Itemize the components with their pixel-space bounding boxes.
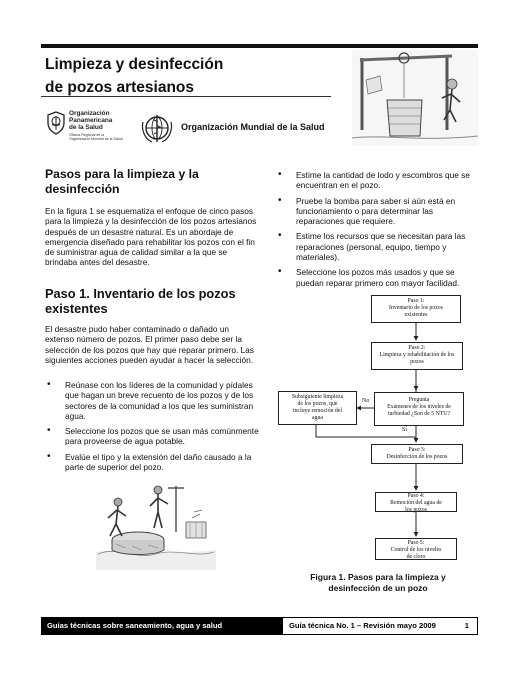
intro-paragraph: En la figura 1 se esquematiza el enfoque de cinco pasos para la limpieza y la desinfección de los pozos artesianos después de un desastre natural. Es un abordaje de emergencia diseñado para rehabilitar los pozos con el fin de suministrar agua de calidad similar a la que se brindaba antes del desastre. (45, 206, 257, 268)
page-number: 1 (464, 621, 469, 630)
flow-no-label: No (362, 398, 370, 404)
flow-side-cleaning: Subsiguiente limpieza de los pozos, que incluye remoción del agua (278, 391, 357, 425)
who-logo-icon (140, 112, 174, 144)
list-item: • Seleccione los pozos más usados y que se puedan reparar primero con mayor facilidad. (276, 267, 478, 288)
flow-step-5: Paso 5: Control de los niveles de cloro (375, 538, 457, 560)
flow-step-4: Paso 4: Remoción del agua de los pozos (375, 492, 457, 512)
flow-step-2: Paso 2: Limpieza y rehabilitación de los pozos (371, 342, 463, 370)
flowchart (276, 294, 476, 564)
right-bullet-list (276, 170, 478, 293)
figure-caption: Figura 1. Pasos para la limpieza y desinfección de un pozo (310, 572, 446, 593)
footer-guide-number: Guía técnica No. 1 – Revisión mayo 2009 (289, 621, 436, 630)
flow-step-1: Paso 1: Inventario de los pozos existentes (371, 295, 461, 323)
well-workers-illustration (96, 482, 216, 570)
footer-guide-info (282, 617, 478, 635)
list-item: • Seleccione los pozos que se usan más comúnmente para proveerse de agua potable. (45, 426, 260, 447)
list-item: • Estime los recursos que se necesitan para las reparaciones (personal, equipo, tiempo y materiales). (276, 231, 478, 262)
title-rule (41, 96, 331, 97)
left-bullet-list (45, 380, 260, 477)
section-heading-step1: Paso 1. Inventario de los pozos existentes (45, 286, 236, 316)
paho-name: Organización Panamericana de la Salud (69, 110, 113, 131)
list-item: • Estime la cantidad de lodo y escombros que se encuentran en el pozo. (276, 170, 478, 191)
list-item: • Evalúe el tipo y la extensión del daño causado a la parte de superior del pozo. (45, 452, 260, 473)
page-title: Limpieza y desinfección de pozos artesianos (45, 56, 224, 96)
top-rule (41, 44, 478, 48)
well-pulley-illustration (352, 50, 478, 146)
flowchart-connectors (276, 294, 476, 564)
who-name: Organización Mundial de la Salud (181, 122, 325, 132)
footer-series-title: Guías técnicas sobre saneamiento, agua y salud (47, 621, 223, 630)
flow-question: Pregunta Exámenes de los niveles de turbiedad ¿Son de 5 NTU? (374, 392, 464, 426)
list-item: • Reúnase con los líderes de la comunidad y pídales que hagan un breve recuento de los pozos y de los sectores de la comunidad a los que les suministran agua. (45, 380, 260, 421)
paho-subtitle: Oficina Regional de la Organización Mundial de la Salud (69, 133, 123, 142)
flow-yes-label: Sí (402, 427, 408, 433)
paho-logo-icon (46, 111, 66, 135)
section-heading-steps: Pasos para la limpieza y la desinfección (45, 167, 199, 196)
flow-step-3: Paso 3: Desinfección de los pozos (371, 444, 463, 464)
step1-paragraph: El desastre pudo haber contaminado o dañado un extenso número de pozos. El primer paso debe ser la selección de los pozos que hay que reparar primero. Las siguientes acciones pueden ayudar a hacer la selección. (45, 324, 254, 365)
list-item: • Pruebe la bomba para saber si aún está en funcionamiento o para determinar las reparaciones que requiere. (276, 196, 478, 227)
footer-bar (41, 617, 478, 635)
